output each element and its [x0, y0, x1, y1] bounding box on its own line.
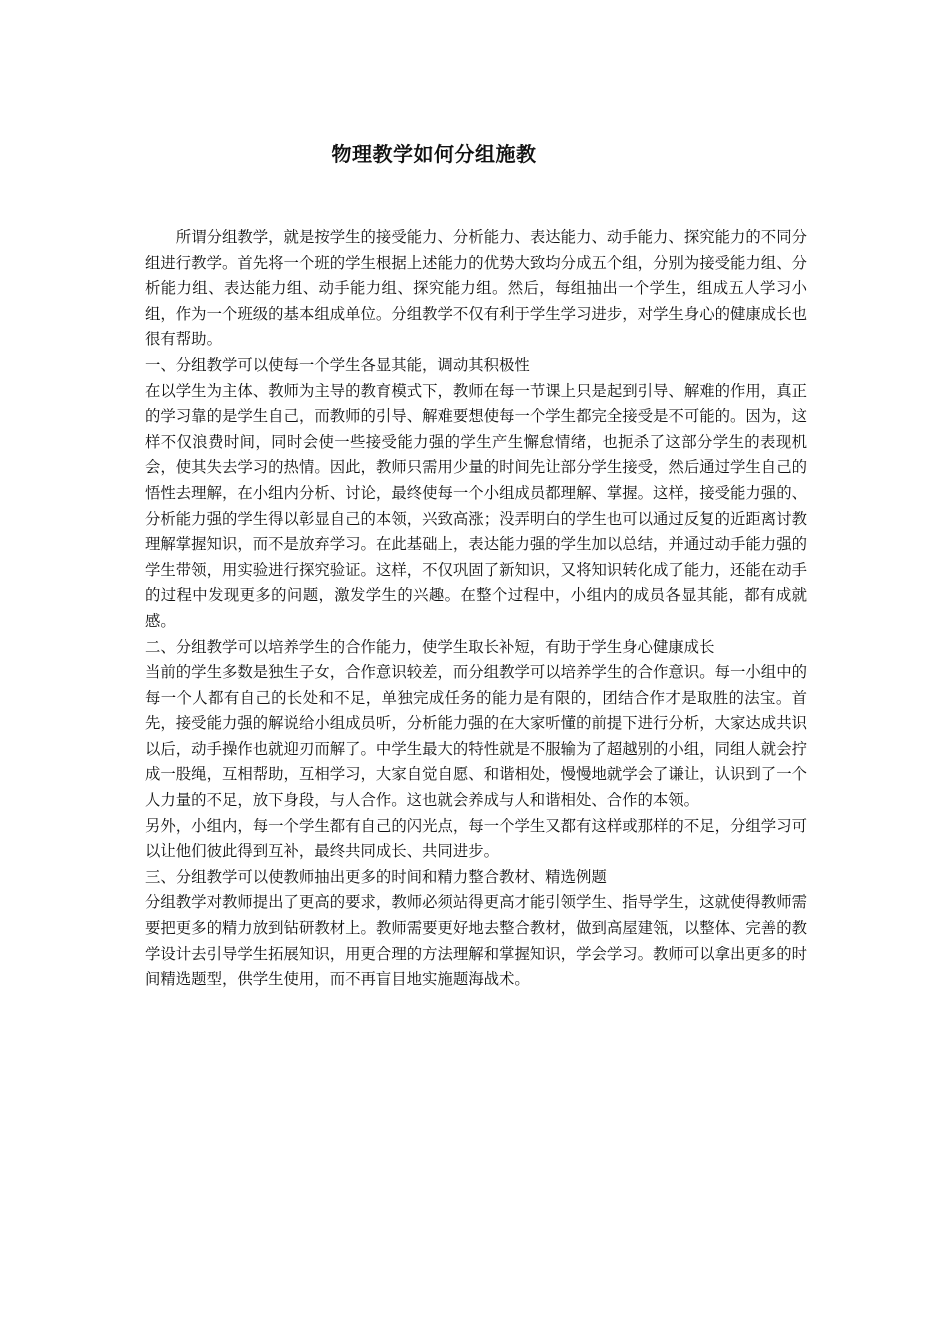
section-1-paragraph: 在以学生为主体、教师为主导的教育模式下，教师在每一节课上只是起到引导、解难的作用，真正的学习靠的是学生自己，而教师的引导、解难要想使每一个学生都完全接受是不可能的。因为，这样不仅浪费时间，同时会使一些接受能力强的学生产生懈怠情绪，也扼杀了这部分学生的表现机会，使其失去学习的热情。因此，教师只需用少量的时间先让部分学生接受，然后通过学生自己的悟性去理解，在小组内分析、讨论，最终使每一个小组成员都理解、掌握。这样，接受能力强的、分析能力强的学生得以彰显自己的本领，兴致高涨；没弄明白的学生也可以通过反复的近距离讨教理解掌握知识，而不是放弃学习。在此基础上，表达能力强的学生加以总结，并通过动手能力强的学生带领，用实验进行探究验证。这样，不仅巩固了新知识，又将知识转化成了能力，还能在动手的过程中发现更多的问题，激发学生的兴趣。在整个过程中，小组内的成员各显其能，都有成就感。 [145, 381, 807, 630]
section-2-paragraph-extra: 另外，小组内，每一个学生都有自己的闪光点，每一个学生又都有这样或那样的不足，分组学习可以让他们彼此得到互补，最终共同成长、共同进步。 [145, 816, 807, 861]
document-body [145, 225, 807, 993]
section-heading-1: 一、分组教学可以使每一个学生各显其能，调动其积极性 [145, 355, 530, 374]
section-heading-3: 三、分组教学可以使教师抽出更多的时间和精力整合教材、精选例题 [145, 867, 607, 886]
section-heading-2: 二、分组教学可以培养学生的合作能力，使学生取长补短，有助于学生身心健康成长 [145, 637, 715, 656]
section-2-paragraph: 当前的学生多数是独生子女，合作意识较差，而分组教学可以培养学生的合作意识。每一小组中的每一个人都有自己的长处和不足，单独完成任务的能力是有限的，团结合作才是取胜的法宝。首先，接受能力强的解说给小组成员听，分析能力强的在大家听懂的前提下进行分析，大家达成共识以后，动手操作也就迎刃而解了。中学生最大的特性就是不服输为了超越别的小组，同组人就会拧成一股绳，互相帮助，互相学习，大家自觉自愿、和谐相处，慢慢地就学会了谦让，认识到了一个人力量的不足，放下身段，与人合作。这也就会养成与人和谐相处、合作的本领。 [145, 663, 807, 810]
document-title: 物理教学如何分组施教 [331, 142, 537, 166]
intro-paragraph: 所谓分组教学，就是按学生的接受能力、分析能力、表达能力、动手能力、探究能力的不同分组进行教学。首先将一个班的学生根据上述能力的优势大致均分成五个组，分别为接受能力组、分析能力组、表达能力组、动手能力组、探究能力组。然后，每组抽出一个学生，组成五人学习小组，作为一个班级的基本组成单位。分组教学不仅有利于学生学习进步，对学生身心的健康成长也很有帮助。 [145, 228, 807, 349]
section-3-paragraph: 分组教学对教师提出了更高的要求，教师必须站得更高才能引领学生、指导学生，这就使得教师需要把更多的精力放到钻研教材上。教师需要更好地去整合教材，做到高屋建瓴，以整体、完善的教学设计去引导学生拓展知识，用更合理的方法理解和掌握知识，学会学习。教师可以拿出更多的时间精选题型，供学生使用，而不再盲目地实施题海战术。 [145, 893, 807, 989]
